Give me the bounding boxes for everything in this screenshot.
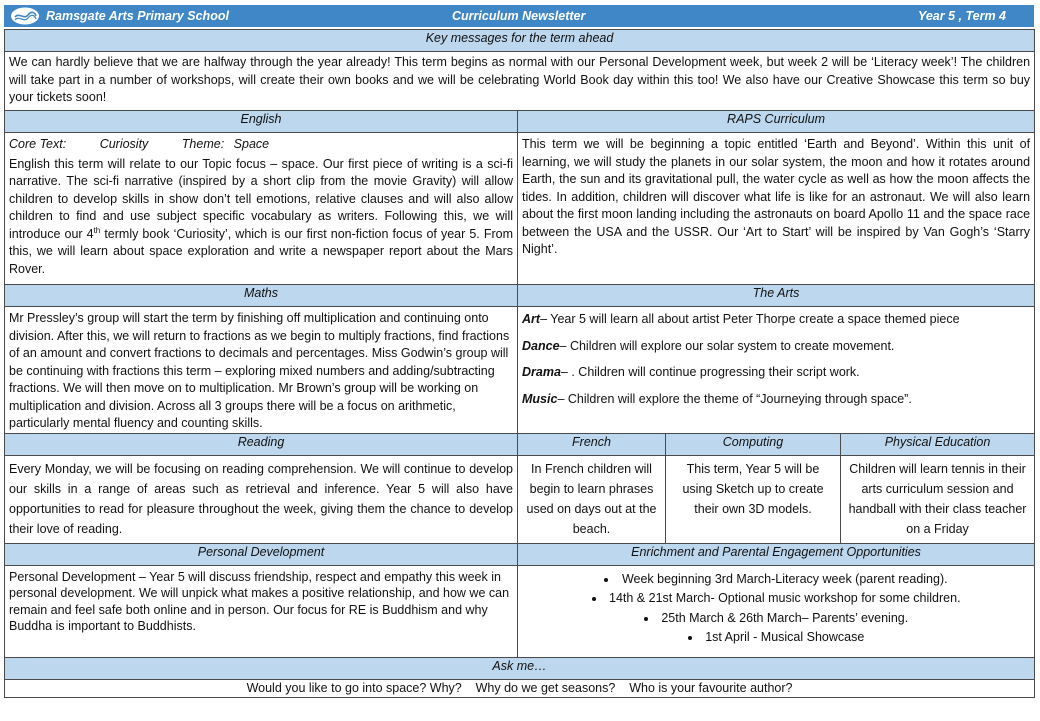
key-messages-body: We can hardly believe that we are halfway through the year already! This term begins as normal with our Personal Development week, but week 2 will be ‘Literacy week’! The children will take part in a number of workshops, will create their own books and we will be celebrating World Book day within this too! We also have our Creative Showcase this term so buy your tickets soon!: [5, 52, 1035, 111]
theme-value: Space: [233, 137, 270, 151]
arts-item-label: Drama: [522, 365, 561, 379]
year-term: Year 5 , Term 4: [917, 9, 1006, 23]
core-text-value: Curiosity: [99, 137, 149, 151]
newsletter-title: Curriculum Newsletter: [452, 9, 586, 23]
reading-heading: Reading: [5, 433, 518, 455]
list-item: • 14th & 21st March- Optional music workshop for some children.: [522, 589, 1030, 609]
arts-item-drama: [522, 364, 1030, 382]
arts-heading: The Arts: [518, 285, 1035, 307]
computing-heading: Computing: [666, 433, 841, 455]
arts-item-label: Dance: [522, 338, 560, 353]
raps-heading: RAPS Curriculum: [518, 111, 1035, 133]
newsletter-grid: [4, 29, 1035, 698]
maths-body: Mr Pressley’s group will start the term by finishing off multiplication and continuing onto division. After this, we will return to fractions as we begin to multiply fractions, find fractions of an amount and convert fractions to decimals and percentages. Miss Godwin’s group will be continuing with fractions this term – exploring mixed numbers and adding/subtracting fractions. We will then move on to multiplication. Mr Brown’s group will be working on multiplication and division. Across all 3 groups there will be a focus on arithmetic, particularly mental fluency and counting skills.: [5, 307, 518, 434]
english-core-line: [9, 136, 513, 154]
english-heading: English: [5, 111, 518, 133]
arts-item-text: – Children will explore the theme of “Journeying through space”.: [557, 391, 912, 406]
french-heading: French: [518, 433, 666, 455]
school-logo-icon: [10, 7, 40, 25]
arts-body-cell: [518, 307, 1035, 434]
reading-body: Every Monday, we will be focusing on reading comprehension. We will continue to develop our skills in a range of areas such as retrieval and inference. Year 5 will also have opportunities to read for pleasure throughout the week, giving them the chance to develop their love of reading.: [5, 455, 518, 543]
arts-item-label: Art: [522, 312, 541, 326]
arts-item-text: – . Children will continue progressing their script work.: [560, 365, 860, 379]
pe-heading: Physical Education: [841, 433, 1035, 455]
enrichment-list: [522, 570, 1030, 648]
english-body: [9, 156, 513, 279]
arts-item-text: – Year 5 will learn all about artist Peter Thorpe create a space themed piece: [540, 312, 960, 326]
english-body-part2: termly book ‘Curiosity’, which is our first non-fiction focus of year 5. From this, we will learn about space exploration and write a newspaper report about the Mars Rover.: [9, 226, 513, 276]
enrichment-heading: Enrichment and Parental Engagement Opportunities: [518, 543, 1035, 565]
list-item: • Week beginning 3rd March-Literacy week (parent reading).: [522, 570, 1030, 590]
ask-me-questions: Would you like to go into space? Why? Why do we get seasons? Who is your favourite author?: [5, 679, 1035, 698]
arts-item-dance: [522, 338, 1030, 356]
core-text-label: Core Text:: [9, 137, 67, 151]
pd-body: Personal Development – Year 5 will discuss friendship, respect and empathy this week in personal development. We will unpick what makes a positive relationship, and how we can remain and feel safe both online and in person. Our focus for RE is Buddhism and why Buddha is important to Buddhists.: [5, 565, 518, 657]
theme-label: Theme:: [181, 137, 225, 151]
title-bar: [4, 5, 1034, 27]
computing-body: This term, Year 5 will be using Sketch up to create their own 3D models.: [666, 455, 841, 543]
arts-item-art: [522, 311, 1030, 329]
arts-item-text: – Children will explore our solar system to create movement.: [559, 338, 895, 353]
enrichment-body-cell: [518, 565, 1035, 657]
english-body-sup: th: [93, 225, 101, 235]
pe-body: Children will learn tennis in their arts curriculum session and handball with their class teacher on a Friday: [841, 455, 1035, 543]
key-messages-heading: Key messages for the term ahead: [5, 30, 1035, 52]
maths-heading: Maths: [5, 285, 518, 307]
pd-heading: Personal Development: [5, 543, 518, 565]
english-body-cell: [5, 133, 518, 285]
ask-me-heading: Ask me…: [5, 657, 1035, 679]
list-item: • 1st April - Musical Showcase: [522, 628, 1030, 648]
raps-body: This term we will be beginning a topic entitled ‘Earth and Beyond’. Within this unit of learning, we will study the planets in our solar system, the moon and how it rotates around Earth, the sun and its gravitational pull, the water cycle as well as how the moon affects the tides. In addition, children will discover what life is like for an astronaut. We will also learn about the first moon landing including the astronauts on board Apollo 11 and the space race between the USA and the USSR. Our ‘Art to Start’ will be inspired by Van Gogh’s ‘Starry Night’.: [518, 133, 1035, 285]
arts-item-music: [522, 391, 1030, 409]
english-body-part1: English this term will relate to our Topic focus – space. Our first piece of writing is a sci-fi narrative. The sci-fi narrative (inspired by a short clip from the movie Gravity) will allow children to develop skills in show don’t tell emotions, relative clauses and will also allow children to find and use subject specific vocabulary as writers. Following this, we will introduce our 4: [9, 156, 513, 241]
arts-item-label: Music: [522, 391, 558, 406]
school-name: Ramsgate Arts Primary School: [46, 9, 229, 23]
list-item: • 25th March & 26th March– Parents’ evening.: [522, 609, 1030, 629]
french-body: In French children will begin to learn phrases used on days out at the beach.: [518, 455, 666, 543]
